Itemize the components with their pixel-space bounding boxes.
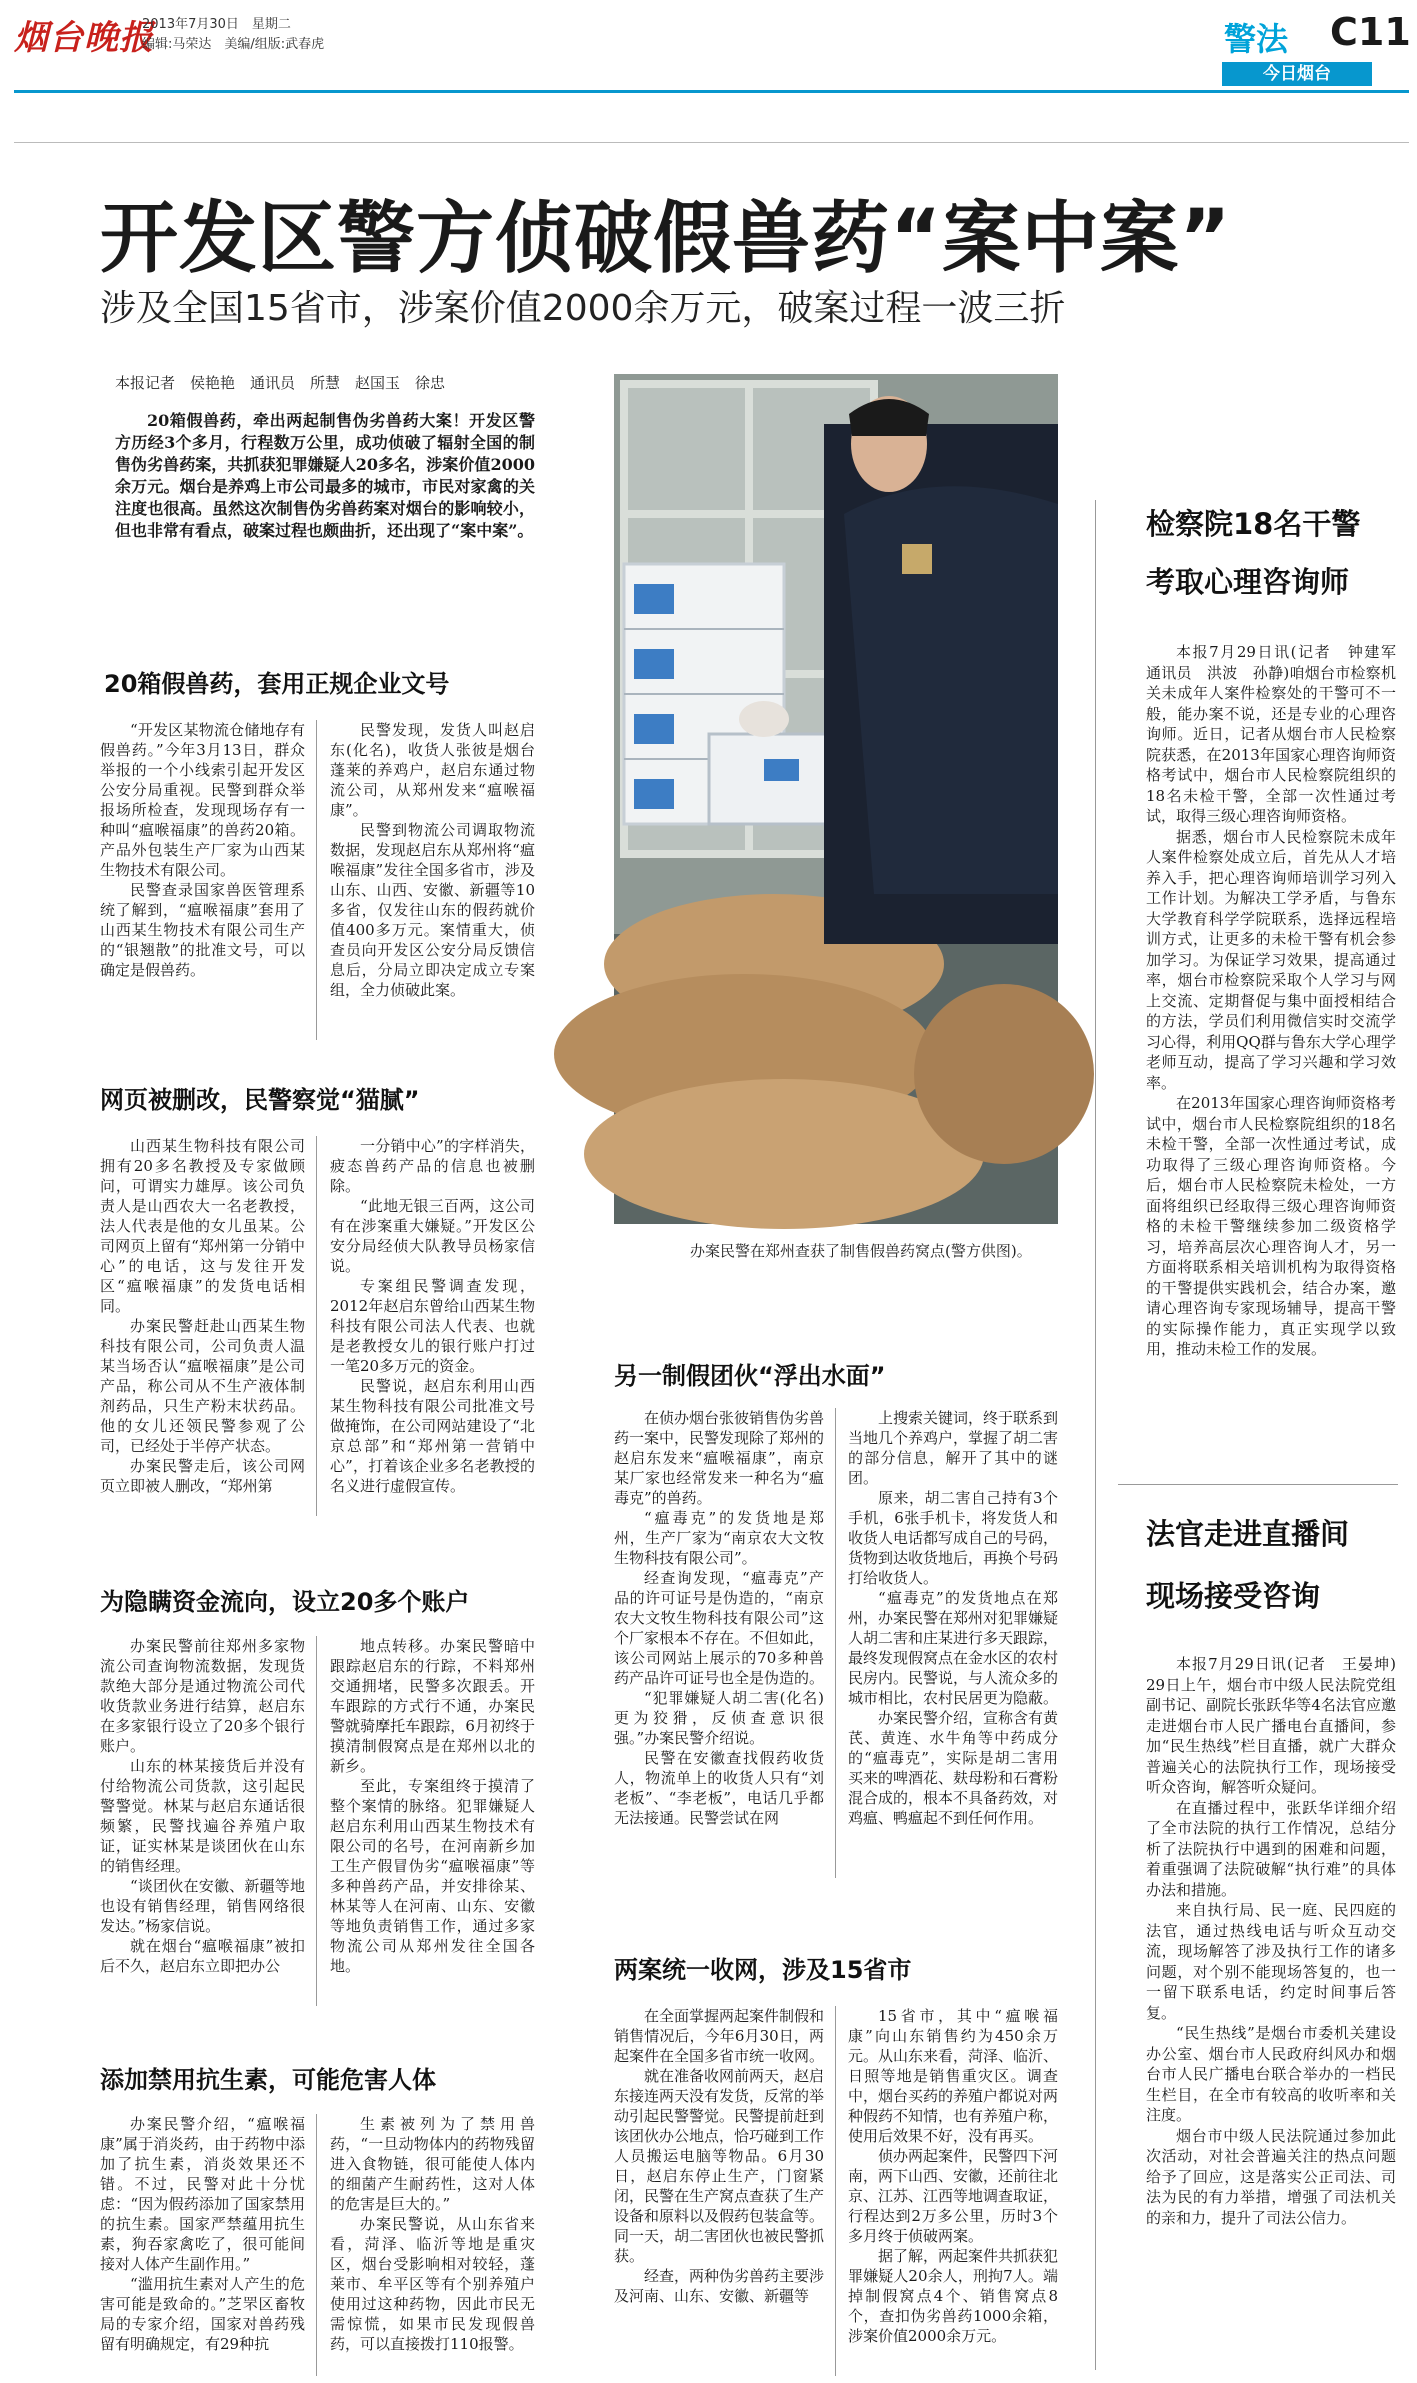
- article-paragraph: 在侦办烟台张彼销售伪劣兽药一案中，民警发现除了郑州的赵启东发来“瘟喉福康”，南京某厂家也经常发来一种名为“瘟毒克”的兽药。: [614, 1409, 825, 1507]
- sidebar-paragraph: 据悉，烟台市人民检察院未成年人案件检察处成立后，首先从人才培养入手，把心理咨询师培训学习列入工作计划。为解决工学矛盾，与鲁东大学教育科学学院联系，选择远程培训方式，让更多的未检干警有机会参加学习。为保证学习效果，提高通过率，烟台市检察院采取个人学习与网上交流、定期督促与集中面授相结合的方法，学员们利用微信实时交流学习心得，利用QQ群与鲁东大学心理学老师互动，提高了学习兴趣和学习效率。: [1146, 827, 1396, 1092]
- article-paragraph: 民警在安徽查找假药收货人，物流单上的收货人只有“刘老板”、“李老板”，电话几乎都无法接通。民警尝试在网: [614, 1749, 824, 1827]
- column-divider: [316, 1136, 317, 1516]
- article-paragraph: “滥用抗生素对人产生的危害可能是致命的。”芝罘区畜牧局的专家介绍，国家对兽药残留有明确规定，有29种抗: [100, 2275, 305, 2353]
- article-paragraph: 侦办两起案件，民警四下河南，两下山西、安徽，还前往北京、江苏、江西等地调查取证，行程达到2万多公里，历时3个多月终于侦破两案。: [848, 2147, 1059, 2245]
- article-paragraph: 至此，专案组终于摸清了整个案情的脉络。犯罪嫌疑人赵启东利用山西某生物技术有限公司的名号，在河南新乡加工生产假冒伪劣“瘟喉福康”等多种兽药产品，并安排徐某、林某等人在河南、山东、安徽等地负责销售工作，通过多家物流公司从郑州发往全国各地。: [330, 1777, 535, 1975]
- column-divider: [316, 1636, 317, 2006]
- article-column: [100, 720, 305, 1050]
- article-column: [330, 720, 535, 1050]
- section-title: 警法: [1224, 20, 1289, 58]
- article-paragraph: “犯罪嫌疑人胡二害(化名)更为狡猾，反侦查意识很强。”办案民警介绍说。: [614, 1689, 824, 1747]
- section-heading: 添加禁用抗生素，可能危害人体: [100, 2066, 436, 2094]
- section-subtitle: 今日烟台: [1222, 62, 1372, 86]
- sidebar-paragraph: 烟台市中级人民法院通过参加此次活动，对社会普遍关注的热点问题给予了回应，这是落实公正司法、司法为民的有力举措，增强了司法机关的亲和力，提升了司法公信力。: [1146, 2126, 1396, 2227]
- column-divider: [316, 720, 317, 1040]
- header-thin-rule: [14, 142, 1409, 143]
- sidebar-paragraph: 本报7月29日讯(记者 王晏坤) 29日上午，烟台市中级人民法院党组副书记、副院长张跃华等4名法官应邀走进烟台市人民广播电台直播间，参加“民生热线”栏目直播，就广大群众普遍关心的法院执行工作，现场接受听众咨询，解答听众疑问。: [1146, 1655, 1412, 1796]
- article-paragraph: 办案民警赶赴山西某生物科技有限公司，公司负责人温某当场否认“瘟喉福康”是公司产品，称公司从不生产液体制剂药品，只生产粉末状药品。他的女儿还领民警参观了公司，已经处于半停产状态。: [100, 1317, 305, 1455]
- article-column: [848, 1408, 1058, 1878]
- article-paragraph: 在全面掌握两起案件制假和销售情况后，今年6月30日，两起案件在全国多省市统一收网。: [614, 2007, 825, 2065]
- sidebar-paragraph: “民生热线”是烟台市委机关建设办公室、烟台市人民政府纠风办和烟台市人民广播电台联合举办的一档民生栏目，在全市有较高的收听率和关注度。: [1146, 2024, 1396, 2124]
- article-column: [330, 1136, 535, 1520]
- sidebar-story-title: 法官走进直播间: [1146, 1517, 1350, 1551]
- article-paragraph: 山东的林某接货后并没有付给物流公司货款，这引起民警警觉。林某与赵启东通话很频繁，民警找遍谷养殖户取证，证实林某是谈团伙在山东的销售经理。: [100, 1757, 305, 1875]
- article-paragraph: “谈团伙在安徽、新疆等地也设有销售经理，销售网络很发达。”杨家信说。: [100, 1877, 305, 1935]
- column-divider: [835, 2006, 836, 2376]
- issue-date: 2013年7月30日 星期二: [142, 17, 291, 32]
- sidebar-paragraph: 在2013年国家心理咨询师资格考试中，烟台市人民检察院组织的18名未检干警，全部一次性通过考试，成功取得了三级心理咨询师资格。今后，烟台市人民检察院未检处，一方面将组织已经取得三级心理咨询师资格的未检干警继续参加二级资格学习，培养高层次心理咨询人才，另一方面将联系相关培训机构为取得资格的干警提供实践机会，结合办案，邀请心理咨询专家现场辅导，提高干警的实际操作能力，真正实现学以致用，推动未检工作的发展。: [1146, 1094, 1396, 1358]
- article-paragraph: 就在烟台“瘟喉福康”被扣后不久，赵启东立即把办公: [100, 1937, 305, 1975]
- sidebar-paragraph: 来自执行局、民一庭、民四庭的法官，通过热线电话与听众互动交流，现场解答了涉及执行工作的诸多问题，对个别不能现场答复的，也一一留下联系电话，约定时间事后答复。: [1146, 1901, 1396, 2022]
- sidebar-story-title: 检察院18名干警: [1146, 507, 1361, 541]
- article-paragraph: 民警到物流公司调取物流数据，发现赵启东从郑州将“瘟喉福康”发往全国多省市，涉及山东、山西、安徽、新疆等10多省，仅发往山东的假药就价值400多万元。案情重大，侦查员向开发区公安分局反馈信息后，分局立即决定成立专案组，全力侦破此案。: [330, 821, 535, 999]
- section-heading: 网页被删改，民警察觉“猫腻”: [100, 1086, 420, 1114]
- article-paragraph: 一分销中心”的字样消失，疲态兽药产品的信息也被删除。: [330, 1137, 535, 1195]
- article-paragraph: 专案组民警调查发现，2012年赵启东曾给山西某生物科技有限公司法人代表、也就是老教授女儿的银行账户打过一笔20多万元的资金。: [330, 1277, 535, 1375]
- section-heading: 两案统一收网，涉及15省市: [614, 1956, 912, 1984]
- article-column: [330, 1636, 535, 2014]
- article-column: [614, 1408, 824, 1878]
- section-heading: 20箱假兽药，套用正规企业文号: [104, 670, 450, 698]
- main-subheadline: 涉及全国15省市，涉案价值2000余万元，破案过程一波三折: [100, 288, 1066, 329]
- section-heading: 为隐瞒资金流向，设立20多个账户: [100, 1588, 470, 1616]
- article-paragraph: “此地无银三百两，这公司有在涉案重大嫌疑。”开发区公安分局经侦大队教导员杨家信说。: [330, 1197, 535, 1275]
- newspaper-logo: 烟台晚报: [14, 18, 154, 58]
- article-paragraph: 办案民警说，从山东省来看，菏泽、临沂等地是重灾区，烟台受影响相对较轻，蓬莱市、牟平区等有个别养殖户使用过这种药物，因此市民无需惊慌，如果市民发现假兽药，可以直接拨打110报警。: [330, 2215, 535, 2353]
- page-number: C11: [1330, 10, 1411, 54]
- sidebar-paragraph: 本报7月29日讯(记者 钟建军 通讯员 洪波 孙静)咱烟台市检察机关未成年人案件检察处的干警可不一般，能办案不说，还是专业的心理咨询师。近日，记者从烟台市人民检察院获悉，在2013年国家心理咨询师资格考试中，烟台市人民检察院组织的18名未检干警，全部一次性通过考试，取得三级心理咨询师资格。: [1146, 643, 1412, 825]
- article-column: [100, 2114, 305, 2376]
- lead-paragraph: 20箱假兽药，牵出两起制售伪劣兽药大案！开发区警方历经3个多月，行程数万公里，成功侦破了辐射全国的制售伪劣兽药案，共抓获犯罪嫌疑人20多名，涉案价值2000余万元。烟台是养鸡上市公司最多的城市，市民对家禽的关注度也很高。虽然这次制售伪劣兽药案对烟台的影响较小，但也非常有看点，破案过程也颇曲折，还出现了“案中案”。: [115, 411, 535, 540]
- editor-credits: 编辑:马荣达 美编/组版:武春虎: [142, 37, 325, 52]
- article-paragraph: 办案民警前往郑州多家物流公司查询物流数据，发现货款绝大部分是通过物流公司代收货款业务进行结算，赵启东在多家银行设立了20多个银行账户。: [100, 1637, 305, 1755]
- sidebar-story-body: [1146, 1654, 1412, 2374]
- article-paragraph: 经查询发现，“瘟毒克”产品的许可证号是伪造的，“南京农大文牧生物科技有限公司”这个厂家根本不存在。不但如此，该公司网站上展示的70多种兽药产品许可证号也全是伪造的。: [614, 1569, 825, 1687]
- article-paragraph: 办案民警走后，该公司网页立即被人删改，“郑州第: [100, 1457, 305, 1495]
- sidebar-divider: [1095, 500, 1096, 2370]
- article-paragraph: 民警发现，发货人叫赵启东(化名)，收货人张彼是烟台蓬莱的养鸡户，赵启东通过物流公司，从郑州发来“瘟喉福康”。: [330, 721, 535, 819]
- article-paragraph: 上搜索关键词，终于联系到当地几个养鸡户，掌握了胡二害的部分信息，解开了其中的谜团。: [848, 1409, 1059, 1487]
- main-headline: 开发区警方侦破假兽药“案中案”: [100, 194, 1232, 284]
- sidebar-story-title: 现场接受咨询: [1146, 1579, 1321, 1613]
- sidebar-paragraph: 在直播过程中，张跃华详细介绍了全市法院的执行工作情况，总结分析了法院执行中遇到的困难和问题，着重强调了法院破解“执行难”的具体办法和措施。: [1146, 1798, 1396, 1899]
- article-column: [330, 2114, 535, 2376]
- article-column: [100, 1136, 305, 1520]
- article-column: [100, 1636, 305, 2014]
- article-paragraph: 原来，胡二害自己持有3个手机，6张手机卡，将发货人和收货人电话都写成自己的号码，货物到达收货地后，再换个号码打给收货人。: [848, 1489, 1059, 1587]
- article-paragraph: “开发区某物流仓储地存有假兽药。”今年3月13日，群众举报的一个小线索引起开发区公安分局重视。民警到群众举报场所检查，发现现场存有一种叫“瘟喉福康”的兽药20箱。产品外包装生产厂家为山西某生物技术有限公司。: [100, 721, 305, 879]
- article-paragraph: 据了解，两起案件共抓获犯罪嫌疑人20余人，刑拘7人。端掉制假窝点4个、销售窝点8个，查扣伪劣兽药1000余箱，涉案价值2000余万元。: [848, 2247, 1059, 2345]
- article-paragraph: 生素被列为了禁用兽药，“一旦动物体内的药物残留进入食物链，很可能使人体内的细菌产生耐药性，这对人体的危害是巨大的。”: [330, 2115, 535, 2213]
- sidebar-separator: [1118, 1484, 1398, 1485]
- byline: 本报记者 侯艳艳 通讯员 所慧 赵国玉 徐忠: [115, 374, 446, 392]
- article-paragraph: 民警说，赵启东利用山西某生物科技有限公司批准文号做掩饰，在公司网站建设了“北京总部”和“郑州第一营销中心”，打着该企业多名老教授的名义进行虚假宣传。: [330, 1377, 535, 1495]
- article-column: [614, 2006, 824, 2376]
- article-paragraph: “瘟毒克”的发货地是郑州，生产厂家为“南京农大文牧生物科技有限公司”。: [614, 1509, 824, 1567]
- article-column: [848, 2006, 1058, 2376]
- header-rule: [14, 90, 1409, 93]
- article-paragraph: 经查，两种伪劣兽药主要涉及河南、山东、安徽、新疆等: [614, 2267, 825, 2305]
- article-paragraph: 山西某生物科技有限公司拥有20多名教授及专家做顾问，可谓实力雄厚。该公司负责人是山西农大一名老教授，法人代表是他的女儿虽某。公司网页上留有“郑州第一分销中心”的电话，这与发往开发区“瘟喉福康”的发货电话相同。: [100, 1137, 305, 1315]
- article-paragraph: 地点转移。办案民警暗中跟踪赵启东的行踪，不料郑州交通拥堵，民警多次跟丢。开车跟踪的方式行不通，办案民警就骑摩托车跟踪，6月初终于摸清制假窝点是在郑州以北的新乡。: [330, 1637, 535, 1775]
- sidebar-story-title: 考取心理咨询师: [1146, 565, 1350, 599]
- news-photo: [614, 374, 1058, 1224]
- article-paragraph: 就在准备收网前两天，赵启东接连两天没有发货，反常的举动引起民警警觉。民警提前赶到该团伙办公地点，恰巧碰到工作人员搬运电脑等物品。6月30日，赵启东停止生产，门窗紧闭，民警在生产窝点查获了生产设备和原料以及假药包装盒等。同一天，胡二害团伙也被民警抓获。: [614, 2067, 825, 2265]
- article-paragraph: “瘟毒克”的发货地点在郑州，办案民警在郑州对犯罪嫌疑人胡二害和庄某进行多天跟踪，最终发现假窝点在金水区的农村民房内。民警说，与人流众多的城市相比，农村民居更为隐蔽。: [848, 1589, 1059, 1707]
- column-divider: [316, 2114, 317, 2376]
- article-paragraph: 办案民警介绍，宣称含有黄芪、黄连、水牛角等中药成分的“瘟毒克”，实际是胡二害用买来的啤酒花、麸母粉和石膏粉混合成的，根本不具备药效，对鸡瘟、鸭瘟起不到任何作用。: [848, 1709, 1059, 1827]
- article-paragraph: 办案民警介绍，“瘟喉福康”属于消炎药，由于药物中添加了抗生素，消炎效果还不错。不过，民警对此十分忧虑：“因为假药添加了国家禁用的抗生素。国家严禁蕴用抗生素，狗吞家禽吃了，很可能间接对人体产生副作用。”: [100, 2115, 305, 2273]
- column-divider: [835, 1408, 836, 1878]
- article-paragraph: 15省市，其中“瘟喉福康”向山东销售约为450余万元。从山东来看，菏泽、临沂、日照等地是销售重灾区。调查中，烟台买药的养殖户都说对两种假药不知情，也有养殖户称，使用后效果不好，没有再买。: [848, 2007, 1059, 2145]
- article-paragraph: 民警查录国家兽医管理系统了解到，“瘟喉福康”套用了山西某生物技术有限公司生产的“银翘散”的批准文号，可以确定是假兽药。: [100, 881, 305, 979]
- sidebar-story-body: [1146, 642, 1412, 1442]
- section-heading: 另一制假团伙“浮出水面”: [614, 1362, 886, 1390]
- photo-caption: 办案民警在郑州查获了制售假兽药窝点(警方供图)。: [690, 1242, 1032, 1260]
